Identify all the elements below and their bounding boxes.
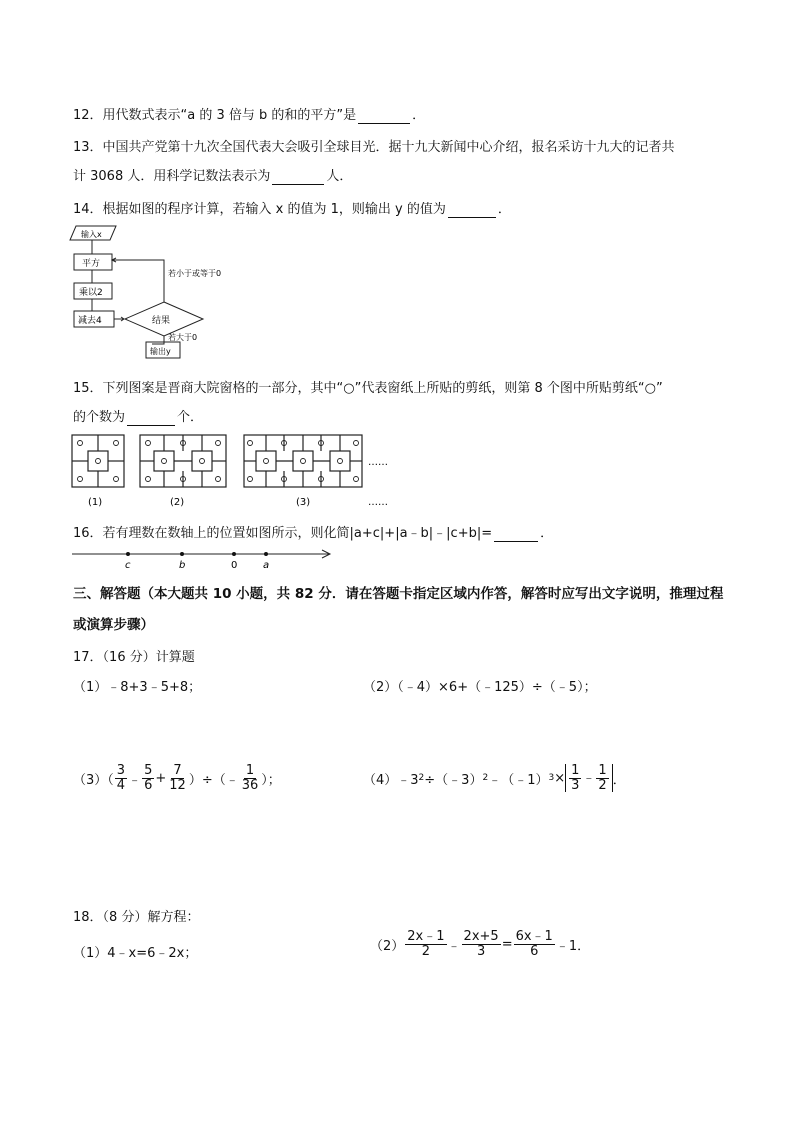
fraction: $\frac{1}{36}$ <box>241 763 259 793</box>
numberline-label-a: a <box>263 560 270 571</box>
question-17-title: 17．（16 分）计算题 <box>73 650 195 665</box>
question-13-line-2: 计 3068 人．用科学记数法表示为 人． <box>73 169 353 184</box>
answer-blank <box>272 169 324 185</box>
question-17-part-3: （3）（ $\frac{3}{4}$ ﹣ $\frac{5}{6}$ + $\frac{7}{12}$ ）÷（﹣ $\frac{1}{36}$ ）； <box>73 763 281 793</box>
flow-square-label: 平方 <box>82 259 101 269</box>
pattern-label-1: (1) <box>88 497 103 508</box>
flow-output-label: 输出y <box>150 347 171 356</box>
section-3-heading-line-1: 三、解答题（本大题共 10 小题，共 82 分．请在答题卡指定区域内作答，解答时应写出文字说明，推理过程 <box>73 586 724 602</box>
question-18-part-1: （1）4﹣x=6﹣2x； <box>73 946 198 961</box>
question-14: 14．根据如图的程序计算，若输入 x 的值为 1，则输出 y 的值为 ． <box>73 202 511 217</box>
question-18-part-2: （2） $\frac{2x﹣1}{2}$ ﹣ $\frac{2x+5}{3}$ = $\frac{6x﹣1}{6}$ ﹣1． <box>370 929 591 959</box>
fraction: $\frac{6x﹣1}{6}$ <box>515 929 553 959</box>
flow-condition-le: 若小于或等于0 <box>168 269 222 278</box>
question-12-text: 12．用代数式表示“a 的 3 倍与 b 的和的平方”是 <box>73 108 357 123</box>
pattern-label-2: (2) <box>170 497 185 508</box>
fraction: $\frac{3}{4}$ <box>116 763 126 793</box>
answer-blank <box>494 526 538 542</box>
question-17-part-4: （4）﹣3 2 ÷（﹣3） 2 ﹣（﹣1） 3 × $\frac{1}{3}$ ﹣ $\frac{1}{2}$ ． <box>363 763 626 793</box>
numberline-label-0: 0 <box>231 560 238 571</box>
answer-blank <box>127 410 175 426</box>
fraction: $\frac{7}{12}$ <box>169 763 186 793</box>
numberline-label-b: b <box>179 560 186 571</box>
fraction: $\frac{2x+5}{3}$ <box>463 929 499 959</box>
flow-result-label: 结果 <box>152 316 171 326</box>
window-patterns <box>70 433 400 511</box>
pattern-label-3: (3) <box>296 497 311 508</box>
section-3-heading-line-2: 或演算步骤） <box>73 617 154 633</box>
flow-times2-label: 乘以2 <box>79 288 103 298</box>
flow-condition-gt: 若大于0 <box>168 333 198 342</box>
absolute-value: $\frac{1}{3}$ ﹣ $\frac{1}{2}$ <box>565 764 613 792</box>
question-17-part-2: （2）（﹣4）×6+（﹣125）÷（﹣5）； <box>363 680 597 695</box>
pattern-ellipsis-top: …… <box>368 457 388 468</box>
answer-blank <box>448 202 496 218</box>
fraction: $\frac{2x﹣1}{2}$ <box>407 929 445 959</box>
flow-input-label: 输入x <box>81 230 102 239</box>
question-15-line-2: 的个数为 个． <box>73 410 204 425</box>
question-12: 12．用代数式表示“a 的 3 倍与 b 的和的平方”是 ． <box>73 108 426 123</box>
number-line <box>70 546 340 572</box>
numberline-label-c: c <box>125 560 131 571</box>
pattern-ellipsis-bottom: …… <box>368 497 388 508</box>
flow-minus4-label: 减去4 <box>78 316 102 326</box>
fraction: $\frac{5}{6}$ <box>144 763 153 793</box>
question-16: 16．若有理数在数轴上的位置如图所示，则化简|a+c|+|a﹣b|﹣|c+b|= ． <box>73 526 554 541</box>
question-15-line-1: 15．下列图案是晋商大院窗格的一部分，其中“○”代表窗纸上所贴的剪纸，则第 8 个图中所贴剪纸“○” <box>73 381 663 396</box>
answer-blank <box>358 108 410 124</box>
question-18-title: 18．（8 分）解方程： <box>73 910 200 925</box>
question-17-part-1: （1）﹣8+3﹣5+8； <box>73 680 202 695</box>
question-13-line-1: 13．中国共产党第十九次全国代表大会吸引全球目光．据十九大新闻中心介绍，报名采访十九大的记者共 <box>73 140 675 155</box>
program-flowchart <box>68 224 238 364</box>
